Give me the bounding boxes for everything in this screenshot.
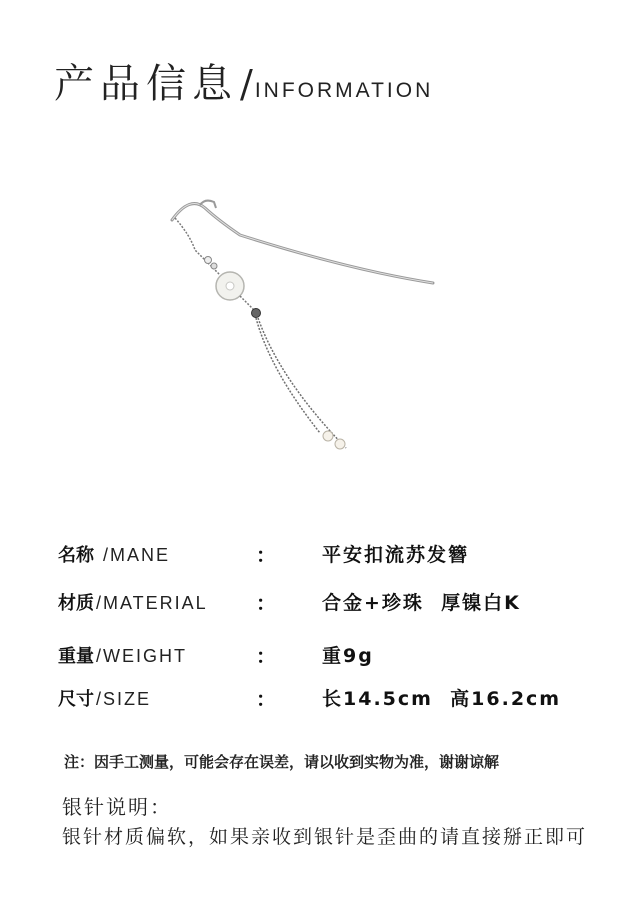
spec-label bbox=[58, 588, 208, 619]
spec-colon: ： bbox=[256, 543, 276, 567]
spec-value: 平安扣流苏发簪 bbox=[322, 544, 470, 566]
spec-label-cn: 材质 bbox=[58, 593, 94, 614]
spec-label bbox=[58, 540, 170, 571]
title-slash: / bbox=[240, 62, 253, 106]
tassel-chain bbox=[258, 318, 346, 448]
spec-label-cn: 重量 bbox=[58, 646, 94, 667]
spec-colon: ： bbox=[256, 644, 276, 668]
spec-value: 合金+珍珠 厚镍白K bbox=[322, 592, 521, 614]
title-chinese: 产品信息 bbox=[54, 61, 238, 107]
spec-label bbox=[58, 641, 187, 672]
hairpin-stick bbox=[172, 204, 433, 283]
silver-needle-text: 银针材质偏软，如果亲收到银针是歪曲的请直接掰正即可 bbox=[62, 826, 588, 848]
spec-value: 长14.5cm 高16.2cm bbox=[322, 688, 562, 710]
spec-row-size bbox=[0, 684, 642, 714]
spec-colon: ： bbox=[256, 687, 276, 711]
spec-colon: ： bbox=[256, 591, 276, 615]
title-english: INFORMATION bbox=[254, 79, 434, 102]
silver-needle-title: 银针说明： bbox=[62, 795, 172, 819]
spec-value: 重9g bbox=[322, 645, 374, 667]
pearl bbox=[323, 431, 333, 441]
measurement-note: 注：因手工测量，可能会存在误差，请以收到实物为准，谢谢谅解 bbox=[64, 753, 500, 771]
small-bead bbox=[205, 257, 212, 264]
metal-charm bbox=[252, 309, 261, 318]
spec-row-material bbox=[0, 588, 642, 618]
spec-label-en: /SIZE bbox=[96, 689, 152, 709]
spec-label-cn: 尺寸 bbox=[58, 689, 94, 710]
spec-label-en: /WEIGHT bbox=[96, 646, 187, 666]
page-title bbox=[54, 62, 433, 106]
small-bead bbox=[211, 263, 217, 269]
product-photo bbox=[150, 180, 450, 480]
spec-label-en: /MATERIAL bbox=[96, 593, 208, 613]
spec-row-name bbox=[0, 540, 642, 570]
spec-label-cn: 名称 bbox=[58, 545, 94, 566]
pearl bbox=[335, 439, 345, 449]
spec-label bbox=[58, 684, 151, 715]
spec-label-en: /MANE bbox=[96, 545, 171, 565]
spec-row-weight bbox=[0, 641, 642, 671]
